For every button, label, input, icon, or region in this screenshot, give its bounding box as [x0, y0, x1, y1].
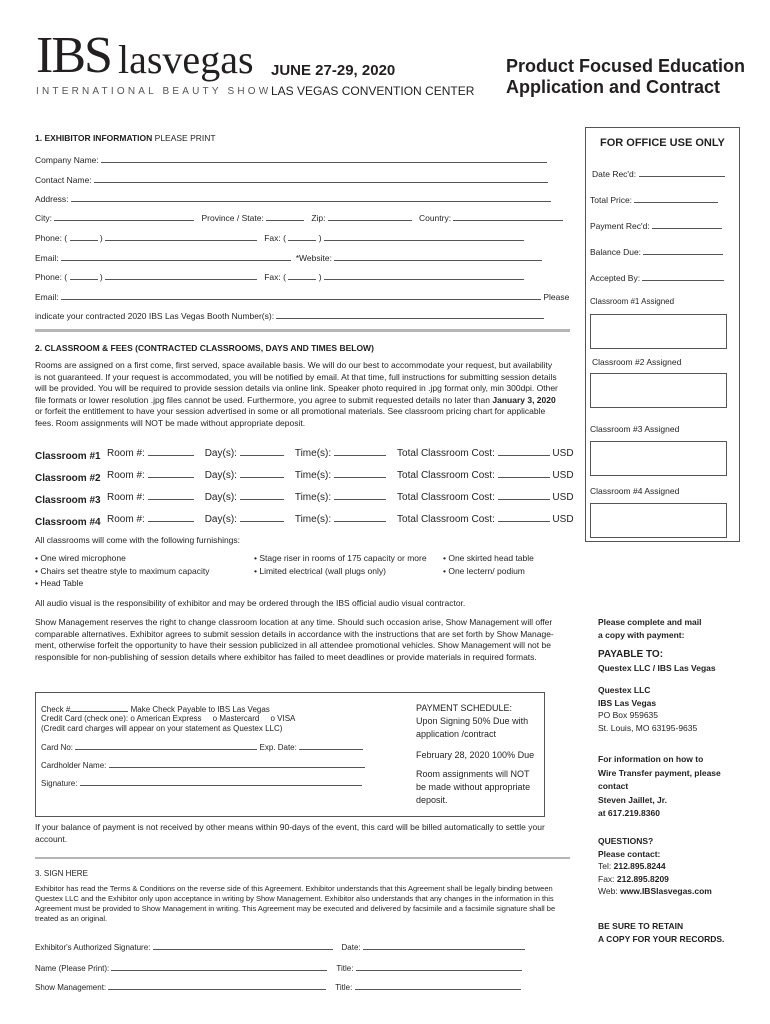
retain-notice — [598, 920, 724, 945]
tel-value: 212.895.8244 — [613, 861, 666, 871]
booth-label: indicate your contracted 2020 IBS Las Vegas Booth Number(s): — [35, 311, 275, 321]
cost-label: Total Classroom Cost: — [397, 514, 495, 525]
room-label: Room #: — [107, 514, 145, 525]
accepted-by-field[interactable] — [590, 271, 724, 283]
phone-input[interactable] — [105, 231, 257, 241]
amex-option[interactable]: o American Express — [130, 714, 202, 723]
contact-name-label: Contact Name: — [35, 175, 92, 185]
date-recd-field[interactable] — [592, 167, 725, 179]
furnish-item-text: One lectern/ podium — [448, 565, 525, 576]
statement-note: (Credit card charges will appear on your statement as Questex LLC) — [41, 724, 283, 733]
event-venue: LAS VEGAS CONVENTION CENTER — [271, 84, 475, 98]
payment-recd-label: Payment Rec'd: — [590, 221, 650, 231]
classroom2-assigned-box[interactable] — [590, 373, 727, 408]
company-name-field[interactable] — [35, 153, 547, 165]
mail-line: a copy with payment: — [598, 629, 685, 640]
usd-label: USD — [552, 470, 574, 481]
room-input[interactable] — [148, 468, 194, 478]
classroom-row-1 — [35, 446, 101, 464]
phone-fax-row-1 — [35, 231, 524, 243]
show-management-input[interactable] — [108, 980, 326, 990]
title2-input[interactable] — [355, 980, 521, 990]
check-label: Check # — [41, 705, 71, 714]
zip-input[interactable] — [328, 211, 412, 221]
balance-due-field[interactable] — [590, 245, 723, 257]
province-input[interactable] — [266, 211, 304, 221]
classroom1-assigned-box[interactable] — [590, 314, 727, 349]
furnishings-list-b — [254, 552, 427, 577]
address-field[interactable] — [35, 192, 551, 204]
days-label: Day(s): — [204, 514, 237, 525]
furnish-item: • One wired microphone — [35, 553, 126, 563]
city-label: City: — [35, 213, 52, 223]
times-input[interactable] — [334, 468, 386, 478]
card-number-input[interactable] — [75, 742, 257, 750]
address-line: St. Louis, MO 63195-9635 — [598, 722, 698, 733]
rooms-deadline: January 3, 2020 — [492, 394, 556, 405]
days-input[interactable] — [240, 512, 284, 522]
event-date: JUNE 27-29, 2020 — [271, 62, 396, 79]
email-label: Email: — [35, 253, 59, 263]
usd-label: USD — [552, 448, 574, 459]
furnishings-intro: All classrooms will come with the following furnishings: — [35, 535, 241, 545]
fax-line — [598, 873, 712, 886]
classroom2-assigned-label: Classroom #2 Assigned — [592, 357, 682, 367]
phone2-area-input[interactable] — [70, 270, 98, 280]
balance-due-label: Balance Due: — [590, 247, 642, 257]
total-price-field[interactable] — [590, 193, 718, 205]
accepted-by-input[interactable] — [642, 271, 724, 281]
payment-schedule-title: PAYMENT SCHEDULE: — [416, 703, 513, 713]
fax-input[interactable] — [324, 231, 524, 241]
classroom1-name: Classroom #1 — [35, 451, 101, 462]
booth-input[interactable] — [276, 309, 544, 319]
questions-contact: Please contact: — [598, 848, 661, 859]
room-input[interactable] — [148, 512, 194, 522]
classroom-row-2 — [35, 468, 101, 486]
days-label: Day(s): — [204, 492, 237, 503]
classroom4-assigned-box[interactable] — [590, 503, 727, 538]
classroom4-fields — [107, 512, 574, 525]
payment-recd-input[interactable] — [652, 219, 722, 229]
classroom4-name: Classroom #4 — [35, 517, 101, 528]
section1-title-text: 1. EXHIBITOR INFORMATION — [35, 133, 153, 143]
province-label: Province / State: — [201, 213, 264, 223]
payment-schedule-line: Upon Signing 50% Due with — [416, 716, 529, 726]
section1-title-note: PLEASE PRINT — [154, 133, 216, 143]
card-signature-input[interactable] — [80, 778, 362, 786]
furnish-item: • One skirted head table — [443, 553, 534, 563]
cost-input[interactable] — [498, 512, 550, 522]
visa-option[interactable]: o VISA — [270, 714, 296, 723]
credit-card-label: Credit Card (check one): — [41, 714, 129, 723]
office-use-heading: FOR OFFICE USE ONLY — [600, 137, 725, 149]
fax2-area-input[interactable] — [288, 270, 316, 280]
days-label: Day(s): — [204, 470, 237, 481]
classroom-row-3 — [35, 490, 101, 508]
website-input[interactable] — [334, 251, 542, 261]
wire-line: contact — [598, 781, 629, 791]
web-line — [598, 885, 712, 898]
form-title-line2: Application and Contract — [506, 77, 721, 97]
email2-row — [35, 290, 569, 302]
times-label: Time(s): — [294, 492, 332, 503]
email2-input[interactable] — [61, 290, 541, 300]
authorized-signature-row — [35, 940, 525, 952]
cost-label: Total Classroom Cost: — [397, 492, 495, 503]
credit-card-row — [41, 714, 295, 724]
phone-paren: ) — [99, 233, 103, 243]
card-signature-row — [41, 778, 362, 789]
classroom3-assigned-box[interactable] — [590, 441, 727, 476]
card-number-label: Card No: — [41, 743, 74, 752]
payment-schedule — [416, 702, 534, 807]
country-label: Country: — [418, 213, 452, 223]
payment-schedule-line: application /contract — [416, 729, 497, 739]
fax-label: Fax: — [598, 873, 615, 884]
usd-label: USD — [552, 492, 574, 503]
classroom4-assigned-label: Classroom #4 Assigned — [590, 486, 680, 496]
date-recd-input[interactable] — [639, 167, 725, 177]
website-label: *Website: — [295, 253, 332, 263]
form-title-line1: Product Focused Education — [506, 56, 746, 76]
city-input[interactable] — [54, 211, 194, 221]
booth-row — [35, 309, 544, 321]
furnish-item-text: Stage riser in rooms of 175 capacity or more — [259, 553, 427, 563]
sign-date-input[interactable] — [363, 940, 525, 950]
cardholder-label: Cardholder Name: — [41, 761, 107, 770]
days-input[interactable] — [240, 468, 284, 478]
times-input[interactable] — [334, 512, 386, 522]
sign-date-label: Date: — [341, 943, 361, 952]
card-number-row — [41, 742, 363, 753]
fax-area-input[interactable] — [288, 231, 316, 241]
rooms-paragraph-text: Rooms are assigned on a first come, first served, space available basis. We will do our best to accommodate your request, but availability is not guaranteed. If your request is accommodated, you will be notified by email. At that time, full instructions for submitting session details will be provided. You will be required to provide session details via online link. Speaker photo required in .jpg format only, min 300dpi. Other file formats or lower resolution .jpg files cannot be used. Furthermore, you agree to submit requested details no later than — [35, 360, 558, 405]
furnish-item-text: Limited electrical (wall plugs only) — [259, 565, 386, 576]
classroom-row-4 — [35, 512, 101, 530]
card-signature-label: Signature: — [41, 779, 78, 788]
date-recd-label: Date Rec'd: — [592, 169, 637, 179]
payable-to-heading: PAYABLE TO: — [598, 649, 664, 660]
classroom3-fields — [107, 490, 574, 503]
address-line: IBS Las Vegas — [598, 697, 657, 708]
furnish-item: • Limited electrical (wall plugs only) — [254, 565, 386, 576]
balance-due-input[interactable] — [643, 245, 723, 255]
times-input[interactable] — [334, 490, 386, 500]
mastercard-option[interactable]: o Mastercard — [212, 714, 260, 723]
classroom3-name: Classroom #3 — [35, 495, 101, 506]
room-label: Room #: — [107, 470, 145, 481]
authorized-signature-input[interactable] — [153, 940, 333, 950]
mail-line: Please complete and mail — [598, 617, 702, 627]
payment-schedule-line: deposit. — [416, 795, 448, 805]
print-name-label: Name (Please Print): — [35, 964, 110, 973]
zip-label: Zip: — [311, 213, 326, 223]
furnishings-list-a — [35, 552, 209, 590]
contact-name-input[interactable] — [94, 173, 548, 183]
furnish-item-text: Chairs set theatre style to maximum capacity — [40, 565, 210, 576]
room-input[interactable] — [148, 490, 194, 500]
company-name-input[interactable] — [101, 153, 547, 163]
company-name-label: Company Name: — [35, 155, 99, 165]
fax2-input[interactable] — [324, 270, 524, 280]
mail-instructions — [598, 616, 701, 641]
payment-schedule-line: February 28, 2020 100% Due — [416, 750, 535, 760]
city-row — [35, 211, 563, 223]
title2-label: Title: — [335, 983, 353, 992]
logo-lasvegas: lasvegas — [118, 37, 254, 82]
classroom3-assigned-label: Classroom #3 Assigned — [590, 424, 680, 434]
section2-title: 2. CLASSROOM & FEES (CONTRACTED CLASSROOMS, DAYS AND TIMES BELOW) — [35, 343, 374, 353]
email-website-row — [35, 251, 542, 263]
cost-label: Total Classroom Cost: — [397, 470, 495, 481]
email2-label: Email: — [35, 292, 59, 302]
agreement-text: Exhibitor has read the Terms & Conditions on the reverse side of this Agreement. Exhibitor understands that this Agreement shall be legally binding between Questex LLC and the Exhibitor only upon acceptance in writing by Show Management. Exhibitor also understands that any changes in the information in this Agreement must be provided to Show Management in writing. This Agreement may be executed and delivered by facsimile and a facsimile signature shall be treated as an original. — [35, 884, 556, 923]
wire-line: For information on how to — [598, 754, 704, 764]
wire-transfer-info — [598, 753, 721, 820]
furnish-item: • One lectern/ podium — [443, 565, 525, 576]
address-label: Address: — [35, 194, 69, 204]
logo-ibs: IBS — [36, 27, 111, 84]
email-input[interactable] — [61, 251, 291, 261]
room-label: Room #: — [107, 448, 145, 459]
fax2-label: Fax: ( — [264, 272, 286, 282]
web-label: Web: — [598, 886, 618, 896]
please-text: Please — [543, 292, 570, 302]
show-management-paragraph: Show Management reserves the right to change classroom location at any time. Should such occasion arise, Show Management will offer comparable alternatives. Exhibitor agrees to submit session details in accordance with the instructions that are set forth by Show Manage-ment, otherwise forfeit the opportunity to have their session publicized in all attendee promotional vehicles. Show Management will not be responsible for non-publishing of session details where exhibitor has failed to meet deadlines or provide materials in required formats. — [35, 617, 554, 662]
exp-date-label: Exp. Date: — [259, 743, 297, 752]
furnish-item-text: One skirted head table — [448, 553, 534, 563]
country-input[interactable] — [453, 211, 563, 221]
room-label: Room #: — [107, 492, 145, 503]
fax2-paren: ) — [318, 272, 322, 282]
times-label: Time(s): — [294, 448, 332, 459]
check-number-input[interactable] — [70, 704, 128, 712]
wire-line: Wire Transfer payment, please — [598, 767, 721, 778]
mailing-address — [598, 684, 697, 734]
classroom2-fields — [107, 468, 574, 481]
furnish-item: • Head Table — [35, 578, 84, 588]
questions-title: QUESTIONS? — [598, 836, 654, 846]
wire-line: Steven Jaillet, Jr. — [598, 794, 667, 805]
authorized-signature-label: Exhibitor's Authorized Signature: — [35, 943, 151, 952]
phone2-paren: ) — [99, 272, 103, 282]
section3-title: 3. SIGN HERE — [35, 869, 88, 878]
cost-input[interactable] — [498, 468, 550, 478]
phone-fax-row-2 — [35, 270, 524, 282]
furnish-item-text: One wired microphone — [40, 553, 126, 563]
fax-value: 212.895.8209 — [616, 873, 669, 884]
logo-tagline: INTERNATIONAL BEAUTY SHOW — [36, 86, 272, 97]
total-price-label: Total Price: — [590, 195, 633, 205]
furnish-item: • Stage riser in rooms of 175 capacity or more — [254, 553, 427, 563]
days-input[interactable] — [240, 490, 284, 500]
fax-paren: ) — [318, 233, 322, 243]
cardholder-row — [41, 760, 365, 771]
classroom2-name: Classroom #2 — [35, 473, 101, 484]
days-input[interactable] — [240, 446, 284, 456]
address-line: PO Box 959635 — [598, 710, 659, 720]
cost-input[interactable] — [498, 446, 550, 456]
payable-to-name: Questex LLC / IBS Las Vegas — [598, 663, 716, 673]
times-label: Time(s): — [294, 514, 332, 525]
cost-input[interactable] — [498, 490, 550, 500]
usd-label: USD — [552, 514, 574, 525]
phone-area-input[interactable] — [70, 231, 98, 241]
classroom1-assigned-label: Classroom #1 Assigned — [590, 297, 675, 306]
divider-2 — [35, 857, 570, 859]
audio-visual-note: All audio visual is the responsibility of exhibitor and may be ordered through the IBS official audio visual contractor. — [35, 598, 466, 608]
questions-info — [598, 835, 712, 898]
phone2-label: Phone: ( — [35, 272, 68, 282]
room-input[interactable] — [148, 446, 194, 456]
phone-label: Phone: ( — [35, 233, 68, 243]
classroom1-fields — [107, 446, 574, 459]
total-price-input[interactable] — [634, 193, 718, 203]
show-management-row — [35, 980, 521, 992]
furnish-item: • Chairs set theatre style to maximum capacity — [35, 565, 210, 576]
payment-recd-field[interactable] — [590, 219, 722, 231]
title-label: Title: — [336, 964, 354, 973]
retain-line: BE SURE TO RETAIN — [598, 921, 684, 931]
exp-date-input[interactable] — [299, 742, 363, 750]
tel-line — [598, 860, 712, 873]
contact-name-field[interactable] — [35, 173, 548, 185]
tel-label: Tel: — [598, 861, 612, 871]
furnishings-list-c — [443, 552, 534, 577]
wire-line: at 617.219.8360 — [598, 808, 660, 818]
retain-line: A COPY FOR YOUR RECORDS. — [598, 933, 725, 944]
check-payable-text: Make Check Payable to IBS Las Vegas — [130, 705, 270, 714]
address-line: Questex LLC — [598, 685, 651, 695]
title-input[interactable] — [356, 961, 522, 971]
address-input[interactable] — [71, 192, 551, 202]
show-management-label: Show Management: — [35, 983, 107, 992]
web-link[interactable]: www.IBSlasvegas.com — [620, 886, 712, 896]
days-label: Day(s): — [204, 448, 237, 459]
cost-label: Total Classroom Cost: — [397, 448, 495, 459]
times-label: Time(s): — [294, 470, 332, 481]
payment-schedule-line: be made without appropriate — [416, 782, 531, 792]
payment-schedule-line: Room assignments will NOT — [416, 769, 530, 779]
cardholder-input[interactable] — [109, 760, 365, 768]
balance-note: If your balance of payment is not received by other means within 90-days of the event, this card will be billed automatically to settle your account. — [35, 822, 545, 844]
accepted-by-label: Accepted By: — [590, 273, 641, 283]
section1-title — [35, 133, 216, 143]
print-name-row — [35, 961, 522, 973]
divider-1 — [35, 329, 570, 332]
rooms-paragraph — [35, 360, 560, 429]
times-input[interactable] — [334, 446, 386, 456]
fax-label: Fax: ( — [264, 233, 286, 243]
print-name-input[interactable] — [111, 961, 327, 971]
rooms-paragraph-end: or forfeit the entitlement to have your session advertised in some or all promotional materials. See classroom pricing chart for applicable fees. Room assignments will NOT be made without appropriate deposit. — [35, 406, 546, 428]
phone2-input[interactable] — [105, 270, 257, 280]
furnish-item-text: Head Table — [40, 578, 84, 588]
form-title — [506, 56, 745, 98]
